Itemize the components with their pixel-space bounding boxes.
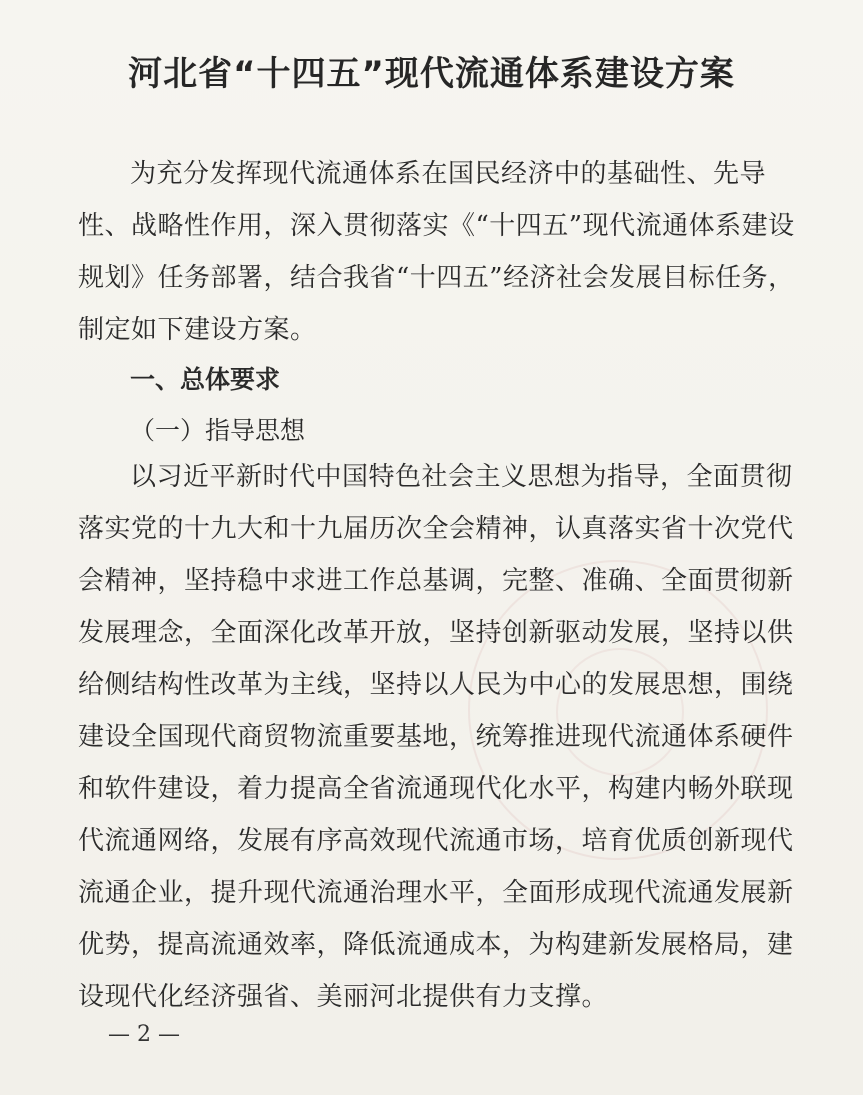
- document-title: 河北省“十四五”现代流通体系建设方案: [128, 54, 735, 94]
- page-number: — 2 —: [108, 1022, 180, 1047]
- intro-paragraph: 为充分发挥现代流通体系在国民经济中的基础性、先导性、战略性作用，深入贯彻落实《“十四五”现代流通体系建设规划》任务部署，结合我省“十四五”经济社会发展目标任务，制定如下建设方案。: [78, 159, 795, 345]
- guiding-ideology-paragraph: 以习近平新时代中国特色社会主义思想为指导，全面贯彻落实党的十九大和十九届历次全会精神，认真落实省十次党代会精神，坚持稳中求进工作总基调，完整、准确、全面贯彻新发展理念，全面深化改革开放，坚持创新驱动发展，坚持以供给侧结构性改革为主线，坚持以人民为中心的发展思想，围绕建设全国现代商贸物流重要基地，统筹推进现代流通体系硬件和软件建设，着力提高全省流通现代化水平，构建内畅外联现代流通网络，发展有序高效现代流通市场，培育优质创新现代流通企业，提升现代流通治理水平，全面形成现代流通发展新优势，提高流通效率，降低流通成本，为构建新发展格局，建设现代化经济强省、美丽河北提供有力支撑。: [78, 462, 794, 1012]
- section-heading-general-requirements: 一、总体要求: [130, 365, 281, 394]
- subsection-heading-guiding-ideology: （一）指导思想: [130, 416, 306, 445]
